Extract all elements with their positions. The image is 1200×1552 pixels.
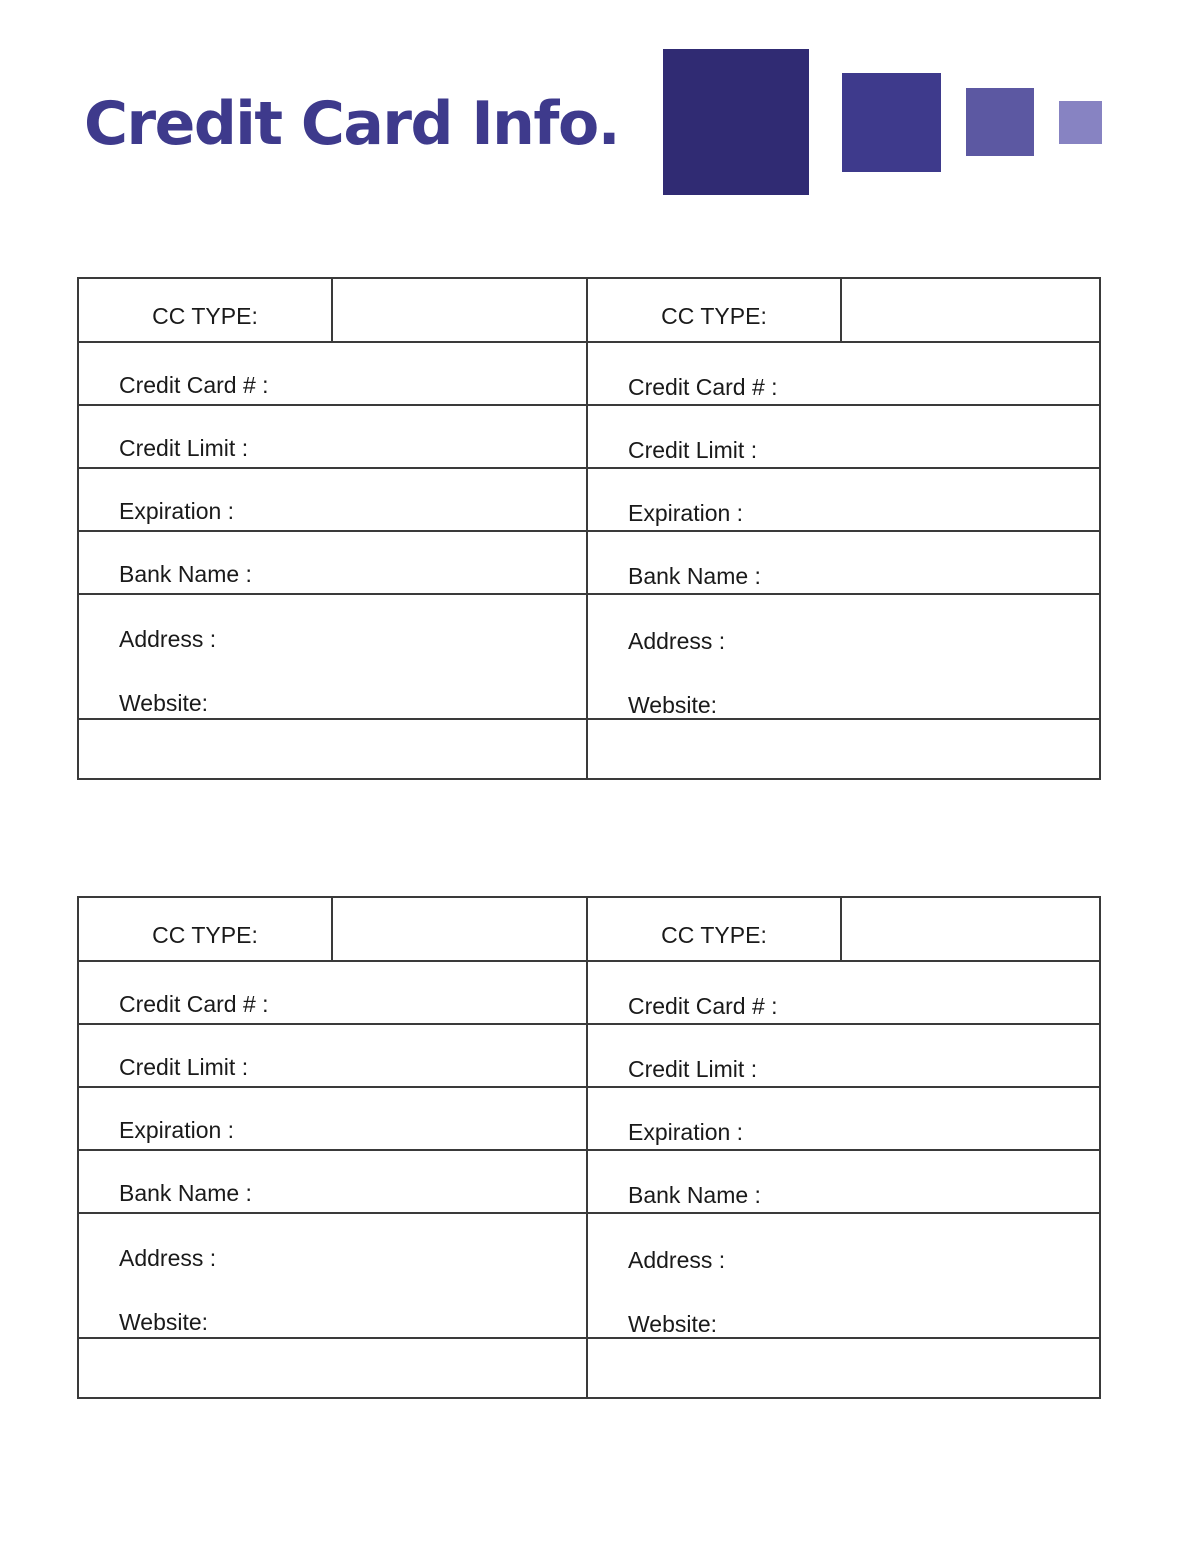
expiration-row[interactable] [79, 1088, 586, 1151]
cc-type-label: CC TYPE: [152, 303, 258, 329]
website-label: Website: [119, 1309, 209, 1335]
decorative-square-medium [842, 73, 941, 172]
cc-type-row [588, 898, 1101, 962]
cc-type-row [588, 279, 1101, 343]
card-number-label: Credit Card # : [628, 374, 778, 400]
expiration-row[interactable] [79, 469, 586, 532]
decorative-square-large [663, 49, 809, 195]
credit-card-entry [79, 898, 588, 1397]
expiration-row[interactable] [588, 1088, 1101, 1151]
credit-limit-label: Credit Limit : [119, 1054, 249, 1080]
cc-type-field[interactable] [840, 898, 1101, 960]
address-label: Address : [119, 626, 217, 652]
card-number-row[interactable] [79, 343, 586, 406]
cc-type-row [79, 898, 586, 962]
credit-card-entry [588, 279, 1101, 778]
bank-name-label: Bank Name : [628, 1182, 761, 1208]
card-grid-bottom [77, 896, 1101, 1399]
decorative-square-small [966, 88, 1034, 156]
expiration-label: Expiration : [628, 1119, 744, 1145]
bank-name-row[interactable] [79, 532, 586, 595]
address-website-row[interactable] [79, 595, 586, 720]
decorative-square-tiny [1059, 101, 1102, 144]
cc-type-field[interactable] [840, 279, 1101, 341]
bank-name-row[interactable] [79, 1151, 586, 1214]
credit-limit-row[interactable] [79, 1025, 586, 1088]
expiration-label: Expiration : [119, 1117, 235, 1143]
credit-limit-row[interactable] [588, 1025, 1101, 1088]
credit-card-entry [79, 279, 588, 778]
credit-card-entry [588, 898, 1101, 1397]
address-website-row[interactable] [588, 1214, 1101, 1339]
card-number-label: Credit Card # : [628, 993, 778, 1019]
cc-type-label: CC TYPE: [152, 922, 258, 948]
bank-name-row[interactable] [588, 532, 1101, 595]
card-grid-top [77, 277, 1101, 780]
credit-limit-row[interactable] [79, 406, 586, 469]
website-label: Website: [119, 690, 209, 716]
card-number-row[interactable] [588, 962, 1101, 1025]
expiration-label: Expiration : [628, 500, 744, 526]
cc-type-label: CC TYPE: [661, 922, 767, 948]
address-label: Address : [628, 1247, 726, 1273]
credit-limit-label: Credit Limit : [119, 435, 249, 461]
address-website-row[interactable] [588, 595, 1101, 720]
cc-type-field[interactable] [331, 279, 586, 341]
bank-name-label: Bank Name : [628, 563, 761, 589]
expiration-label: Expiration : [119, 498, 235, 524]
card-number-label: Credit Card # : [119, 991, 269, 1017]
bank-name-label: Bank Name : [119, 561, 252, 587]
website-label: Website: [628, 692, 718, 718]
credit-limit-label: Credit Limit : [628, 1056, 758, 1082]
expiration-row[interactable] [588, 469, 1101, 532]
bank-name-label: Bank Name : [119, 1180, 252, 1206]
card-number-row[interactable] [79, 962, 586, 1025]
credit-limit-label: Credit Limit : [628, 437, 758, 463]
address-label: Address : [119, 1245, 217, 1271]
address-website-row[interactable] [79, 1214, 586, 1339]
card-number-row[interactable] [588, 343, 1101, 406]
address-label: Address : [628, 628, 726, 654]
credit-limit-row[interactable] [588, 406, 1101, 469]
page-title: Credit Card Info. [84, 89, 620, 159]
bank-name-row[interactable] [588, 1151, 1101, 1214]
cc-type-label: CC TYPE: [661, 303, 767, 329]
card-number-label: Credit Card # : [119, 372, 269, 398]
website-label: Website: [628, 1311, 718, 1337]
cc-type-field[interactable] [331, 898, 586, 960]
cc-type-row [79, 279, 586, 343]
